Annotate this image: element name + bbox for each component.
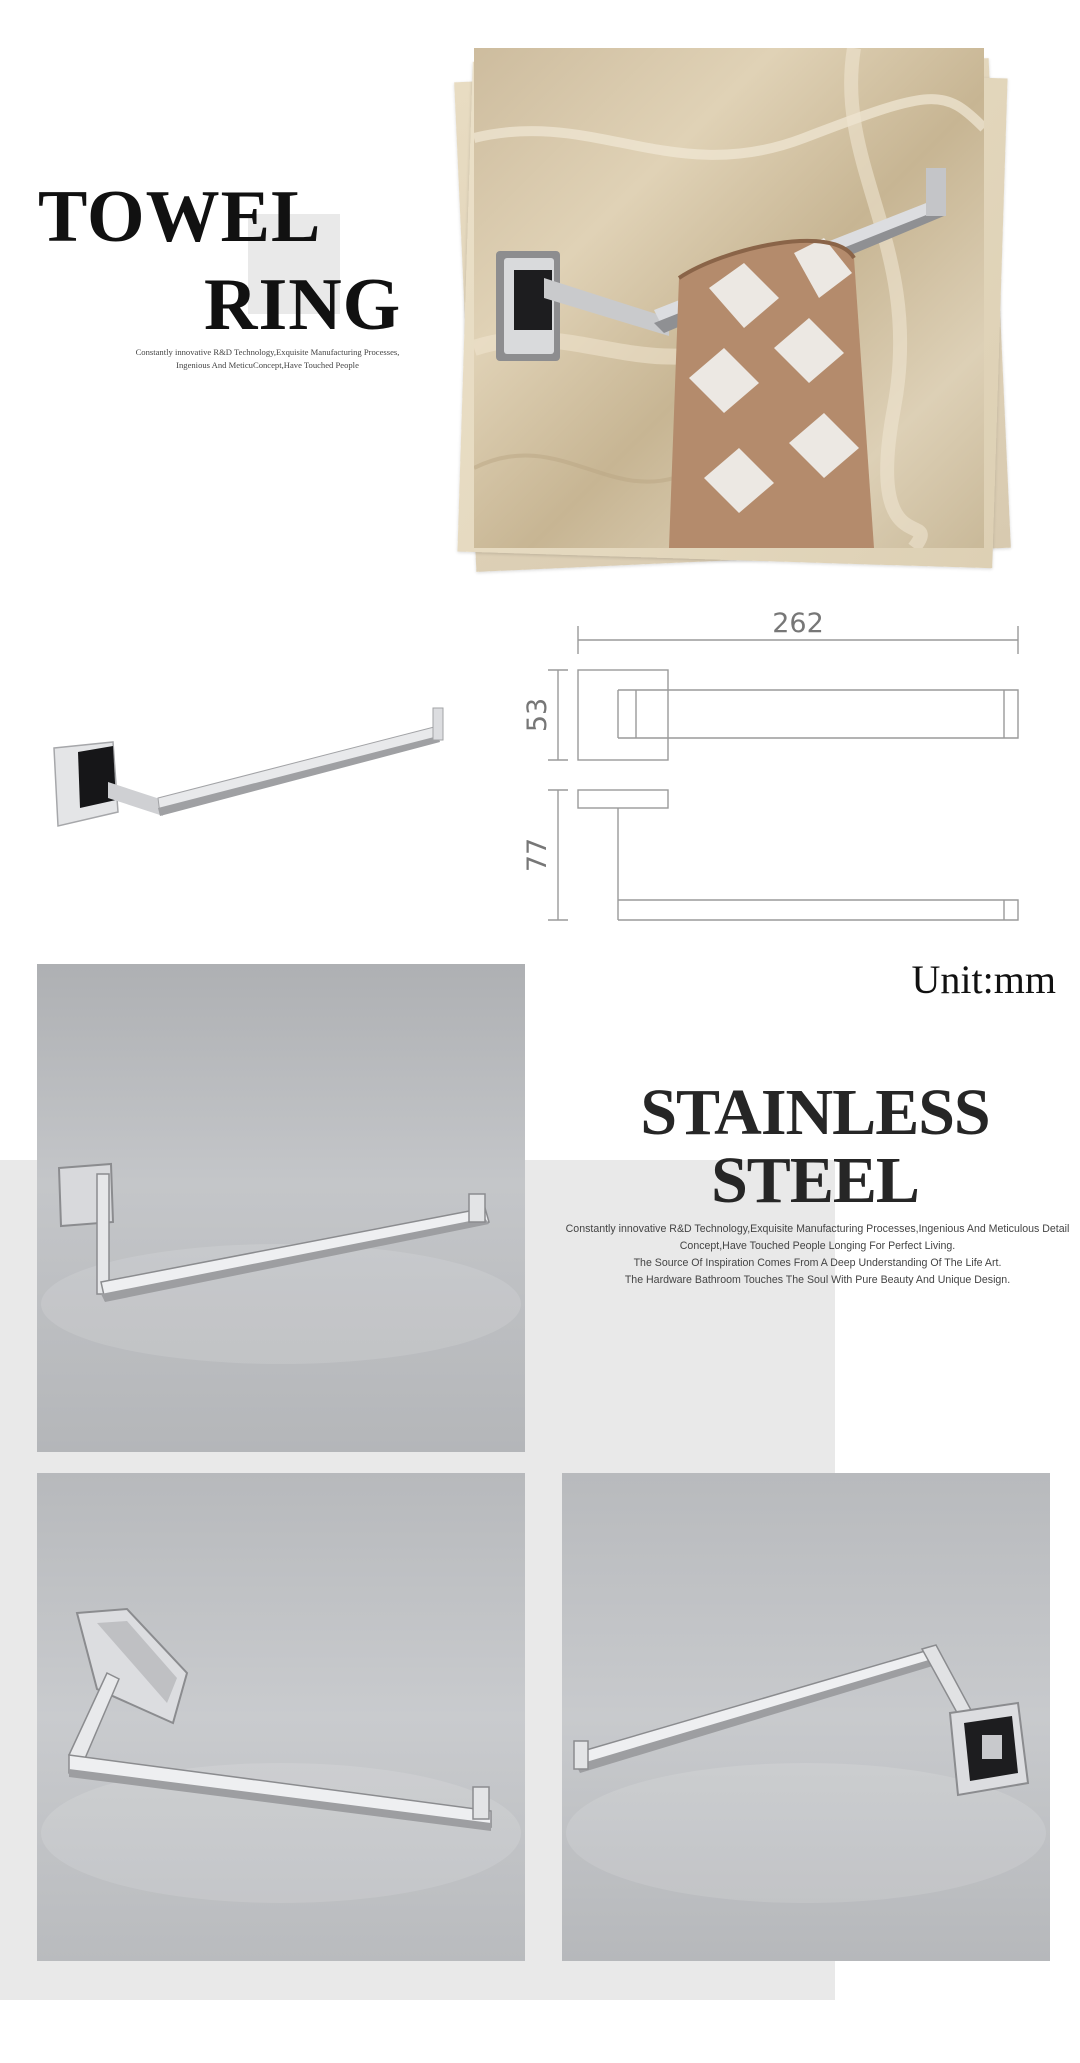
dimension-drawing-svg: [520, 600, 1030, 930]
title-ring: RING: [204, 264, 402, 346]
stainless-description-line: Constantly innovative R&D Technology,Exquisite Manufacturing Processes,Ingenious And Meticulous Detail: [565, 1223, 1070, 1235]
stainless-title-line2: STEEL: [711, 1144, 919, 1217]
hero-subtitle: [40, 346, 495, 372]
title-towel: TOWEL: [38, 176, 322, 258]
product-photo-angle: [37, 1473, 525, 1961]
hero-subtitle-line: Constantly innovative R&D Technology,Exquisite Manufacturing Processes,: [135, 347, 400, 357]
towel-ring-back-illustration: [562, 1473, 1050, 1961]
stainless-description: [540, 1221, 1080, 1289]
product-photo-front: [37, 964, 525, 1452]
hero-subtitle-line: Ingenious And MeticuConcept,Have Touched People: [176, 360, 359, 370]
product-photo-back: [562, 1473, 1050, 1961]
towel-ring-front-illustration: [37, 964, 525, 1452]
dimension-height: 53: [522, 697, 553, 733]
dimension-width: 262: [772, 608, 824, 639]
dimension-depth: 77: [522, 837, 553, 873]
stainless-description-line: Concept,Have Touched People Longing For Perfect Living.: [679, 1240, 956, 1252]
product-side-view: [48, 700, 448, 840]
hero-photo-stack: [455, 48, 1010, 578]
stainless-description-line: The Hardware Bathroom Touches The Soul With Pure Beauty And Unique Design.: [624, 1274, 1011, 1286]
unit-label: Unit:mm: [911, 957, 1056, 1002]
towel-ring-angle-illustration: [37, 1473, 525, 1961]
dimension-drawing: [520, 600, 1030, 930]
towel-ring-photo: [474, 48, 984, 548]
product-side-illustration: [48, 700, 448, 840]
stainless-description-line: The Source Of Inspiration Comes From A Deep Understanding Of The Life Art.: [633, 1257, 1002, 1269]
stainless-title-line1: STAINLESS: [640, 1076, 990, 1149]
towel-ring-illustration: [474, 48, 984, 548]
